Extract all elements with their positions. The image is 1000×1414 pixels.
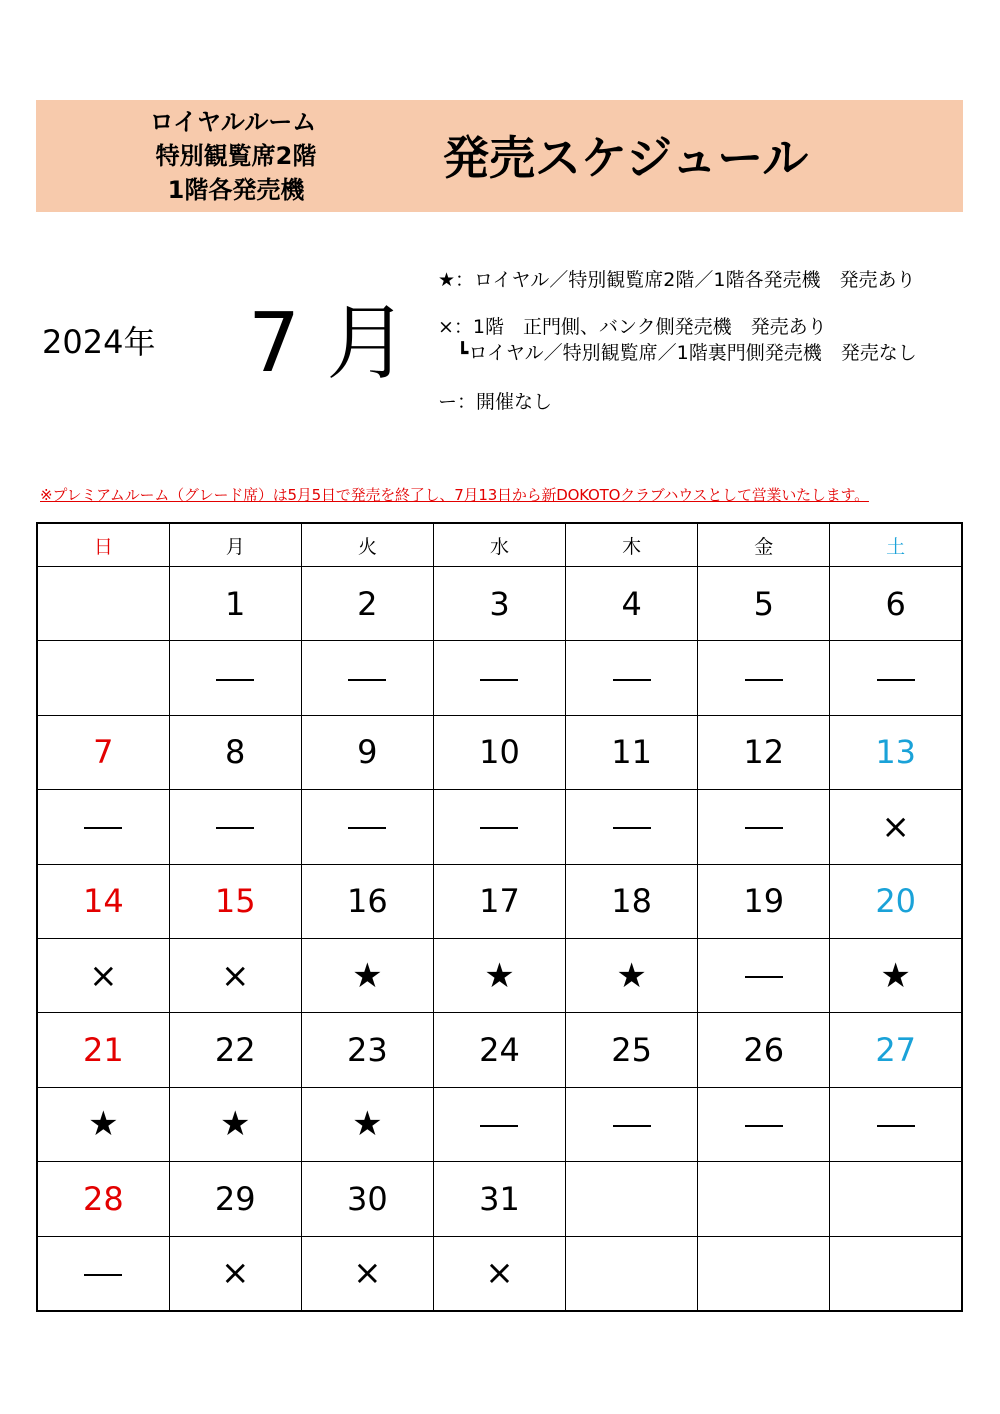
weekday-wed: 水 xyxy=(433,523,565,567)
mark-cell xyxy=(566,641,698,715)
date-cell: 4 xyxy=(566,567,698,641)
weekday-tue: 火 xyxy=(301,523,433,567)
date-cell xyxy=(37,567,169,641)
date-cell: 6 xyxy=(830,567,962,641)
calendar-body xyxy=(37,567,962,1312)
sale-star-icon: ★ xyxy=(484,955,515,996)
partial-sale-cross-icon: × xyxy=(485,1253,514,1294)
notice-text: ※プレミアムルーム（グレード席）は5月5日で発売を終了し、7月13日から新DOKOTOクラブハウスとして営業いたします。 xyxy=(40,486,869,504)
partial-sale-cross-icon: × xyxy=(353,1253,382,1294)
mark-cell xyxy=(566,1236,698,1311)
weekday-thu: 木 xyxy=(566,523,698,567)
date-cell: 28 xyxy=(37,1162,169,1236)
date-cell: 17 xyxy=(433,864,565,938)
sale-star-icon: ★ xyxy=(616,955,647,996)
mark-cell xyxy=(433,790,565,864)
mark-cell xyxy=(433,1236,565,1311)
date-cell: 19 xyxy=(698,864,830,938)
mark-row xyxy=(37,1087,962,1161)
no-race-dash-icon xyxy=(480,1125,518,1127)
mark-cell xyxy=(169,641,301,715)
no-race-dash-icon xyxy=(877,679,915,681)
sale-star-icon: ★ xyxy=(88,1104,119,1145)
sale-star-icon: ★ xyxy=(219,1104,251,1145)
weekday-header-row xyxy=(37,523,962,567)
date-cell: 29 xyxy=(169,1162,301,1236)
date-cell: 10 xyxy=(433,715,565,789)
no-race-dash-icon xyxy=(613,827,651,829)
date-cell: 20 xyxy=(830,864,962,938)
no-race-dash-icon xyxy=(480,679,518,681)
legend-cross-line1: ×：1階 正門側、バンク側発売機 発売あり xyxy=(438,316,827,338)
no-race-dash-icon xyxy=(745,1125,783,1127)
month-label: 7 月 xyxy=(248,296,409,391)
date-cell: 8 xyxy=(169,715,301,789)
mark-row xyxy=(37,1236,962,1311)
weekday-fri: 金 xyxy=(698,523,830,567)
date-cell: 30 xyxy=(301,1162,433,1236)
mark-cell xyxy=(37,1087,169,1161)
date-cell: 12 xyxy=(698,715,830,789)
date-cell: 9 xyxy=(301,715,433,789)
mark-cell xyxy=(830,790,962,864)
mark-cell xyxy=(830,641,962,715)
mark-cell xyxy=(301,1236,433,1311)
mark-cell xyxy=(698,938,830,1012)
weekday-sun: 日 xyxy=(37,523,169,567)
no-race-dash-icon xyxy=(84,827,122,829)
mark-cell xyxy=(301,1087,433,1161)
date-cell: 22 xyxy=(169,1013,301,1087)
date-cell xyxy=(566,1162,698,1236)
date-cell: 1 xyxy=(169,567,301,641)
mark-cell xyxy=(433,641,565,715)
mark-cell xyxy=(37,1236,169,1311)
mark-cell xyxy=(433,1087,565,1161)
no-race-dash-icon xyxy=(480,827,518,829)
mark-cell xyxy=(169,1236,301,1311)
date-cell: 7 xyxy=(37,715,169,789)
mark-cell xyxy=(566,938,698,1012)
mark-cell xyxy=(169,790,301,864)
no-race-dash-icon xyxy=(745,679,783,681)
no-race-dash-icon xyxy=(613,1125,651,1127)
date-cell: 16 xyxy=(301,864,433,938)
calendar-table xyxy=(36,522,963,1312)
mark-cell xyxy=(830,938,962,1012)
venue-line-3: 1階各発売機 xyxy=(167,176,305,204)
no-race-dash-icon xyxy=(348,827,386,829)
mark-cell xyxy=(169,1087,301,1161)
date-cell: 11 xyxy=(566,715,698,789)
mark-cell xyxy=(433,938,565,1012)
no-race-dash-icon xyxy=(745,827,783,829)
venue-label xyxy=(36,100,436,212)
schedule-title: 発売スケジュール xyxy=(443,131,809,185)
partial-sale-cross-icon: × xyxy=(881,806,910,847)
date-row xyxy=(37,1013,962,1087)
legend-star: ★：ロイヤル／特別観覧席2階／1階各発売機 発売あり xyxy=(438,269,916,291)
date-cell xyxy=(830,1162,962,1236)
date-cell: 14 xyxy=(37,864,169,938)
mark-cell xyxy=(566,1087,698,1161)
mark-cell xyxy=(37,790,169,864)
date-cell xyxy=(698,1162,830,1236)
mark-cell xyxy=(169,938,301,1012)
partial-sale-cross-icon: × xyxy=(220,1253,250,1294)
mark-cell xyxy=(301,641,433,715)
mark-cell xyxy=(301,938,433,1012)
date-cell: 24 xyxy=(433,1013,565,1087)
no-race-dash-icon xyxy=(877,1125,915,1127)
date-cell: 18 xyxy=(566,864,698,938)
mark-cell xyxy=(566,790,698,864)
sale-star-icon: ★ xyxy=(352,1104,383,1145)
no-race-dash-icon xyxy=(216,679,254,681)
date-cell: 13 xyxy=(830,715,962,789)
legend-dash: ー：開催なし xyxy=(438,391,553,413)
no-race-dash-icon xyxy=(348,679,386,681)
mark-row xyxy=(37,938,962,1012)
date-row xyxy=(37,1162,962,1236)
mark-cell xyxy=(698,1087,830,1161)
date-cell: 15 xyxy=(169,864,301,938)
weekday-sat: 土 xyxy=(830,523,962,567)
date-cell: 5 xyxy=(698,567,830,641)
date-row xyxy=(37,567,962,641)
sale-star-icon: ★ xyxy=(352,955,383,996)
date-cell: 2 xyxy=(301,567,433,641)
no-race-dash-icon xyxy=(84,1274,122,1276)
mark-row xyxy=(37,641,962,715)
venue-line-1: ロイヤルルーム xyxy=(149,108,317,136)
mark-cell xyxy=(830,1236,962,1311)
no-race-dash-icon xyxy=(216,827,254,829)
weekday-mon: 月 xyxy=(169,523,301,567)
mark-row xyxy=(37,790,962,864)
partial-sale-cross-icon: × xyxy=(89,955,118,996)
legend-cross-line2: ┗ロイヤル／特別観覧席／1階裏門側発売機 発売なし xyxy=(438,342,917,364)
date-cell: 21 xyxy=(37,1013,169,1087)
mark-cell xyxy=(830,1087,962,1161)
date-cell: 26 xyxy=(698,1013,830,1087)
mark-cell xyxy=(698,641,830,715)
mark-cell xyxy=(37,641,169,715)
sale-star-icon: ★ xyxy=(880,955,911,996)
mark-cell xyxy=(301,790,433,864)
date-row xyxy=(37,864,962,938)
date-cell: 3 xyxy=(433,567,565,641)
venue-line-2: 特別観覧席2階 xyxy=(155,142,317,170)
date-cell: 25 xyxy=(566,1013,698,1087)
mark-cell xyxy=(37,938,169,1012)
no-race-dash-icon xyxy=(613,679,651,681)
date-cell: 31 xyxy=(433,1162,565,1236)
mark-cell xyxy=(698,790,830,864)
date-cell: 27 xyxy=(830,1013,962,1087)
mark-cell xyxy=(698,1236,830,1311)
partial-sale-cross-icon: × xyxy=(220,955,250,996)
date-row xyxy=(37,715,962,789)
no-race-dash-icon xyxy=(745,976,783,978)
date-cell: 23 xyxy=(301,1013,433,1087)
year-label: 2024年 xyxy=(42,323,156,361)
